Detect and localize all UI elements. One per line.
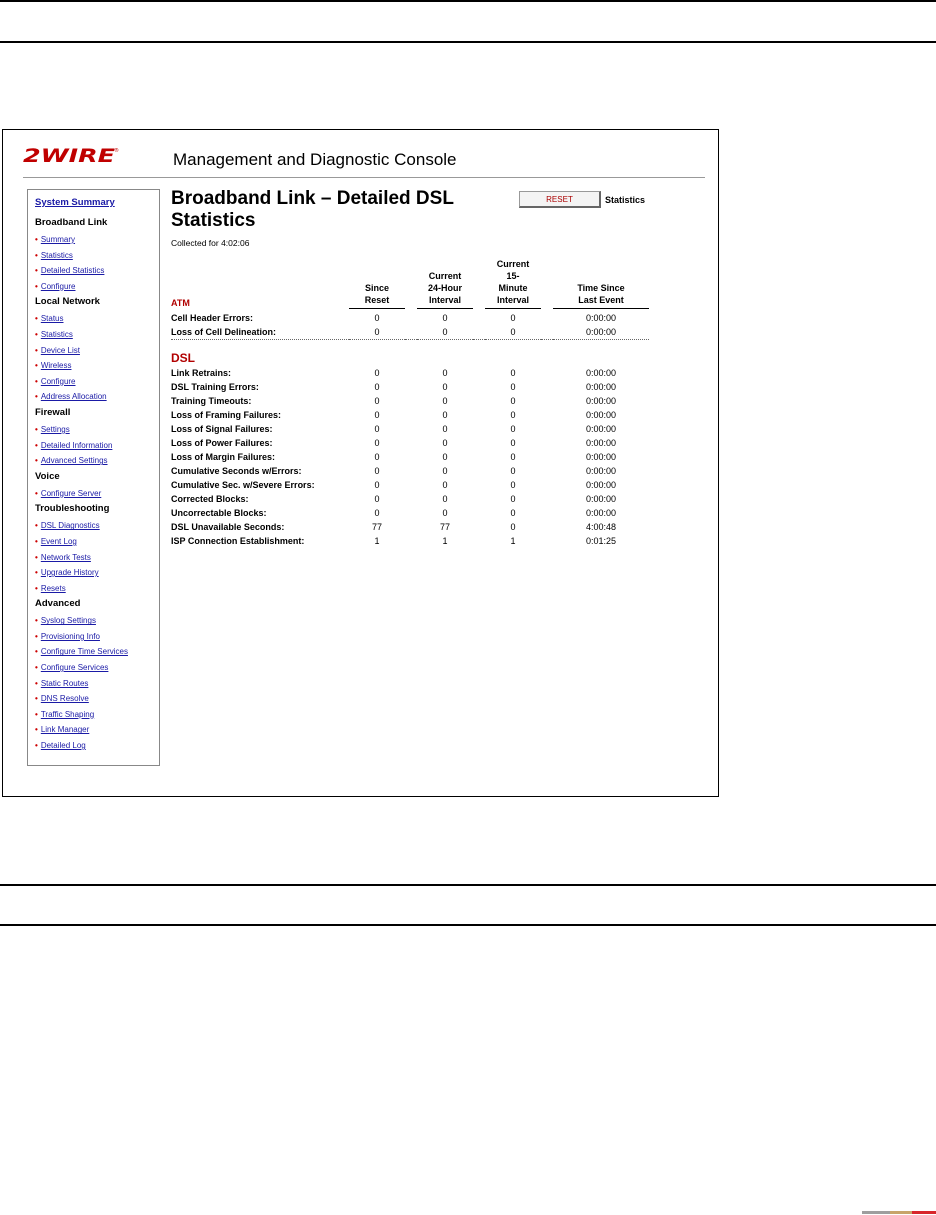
column-header-15-minute	[485, 258, 541, 311]
row-value: 0	[442, 423, 448, 434]
row-value: 0	[442, 409, 448, 420]
sidebar-item	[35, 738, 159, 754]
row-label: Loss of Power Failures:	[171, 437, 273, 448]
row-label: Cumulative Seconds w/Errors:	[171, 465, 302, 476]
row-label: Cell Header Errors:	[171, 313, 254, 323]
row-value: 0	[442, 313, 448, 323]
sidebar-link[interactable]: Settings	[40, 424, 70, 434]
row-value: 0	[374, 381, 380, 392]
sidebar-link[interactable]: Configure Server	[40, 488, 102, 498]
row-value: 0	[442, 465, 448, 476]
2wire-logo	[23, 146, 120, 164]
sidebar-item	[35, 358, 159, 374]
sidebar-link[interactable]: Detailed Log	[40, 741, 86, 751]
row-label: DSL Training Errors:	[171, 381, 259, 392]
row-value: 0	[374, 367, 380, 378]
row-value: 0:00:00	[585, 327, 617, 337]
bullet-icon: •	[35, 266, 38, 276]
bottom-rule-2	[0, 924, 936, 926]
row-value: 0	[510, 451, 516, 462]
sidebar-link[interactable]: Configure	[40, 281, 76, 291]
bullet-icon: •	[35, 521, 38, 531]
row-value: 0:00:00	[585, 409, 617, 420]
table-row	[171, 436, 649, 450]
sidebar-item	[35, 343, 159, 359]
row-value: 1	[442, 535, 448, 546]
row-value: 4:00:48	[585, 521, 617, 532]
section-heading-dsl: DSL	[171, 350, 195, 365]
section-divider	[171, 340, 649, 350]
row-label: Loss of Cell Delineation:	[171, 327, 277, 337]
row-value: 0	[442, 493, 448, 504]
row-value: 0	[510, 521, 516, 532]
table-row	[171, 478, 649, 492]
column-header-line: Since	[364, 283, 389, 293]
sidebar-item	[35, 232, 159, 248]
row-label: Corrected Blocks:	[171, 493, 249, 504]
row-value: 0	[374, 493, 380, 504]
sidebar-link[interactable]: DNS Resolve	[40, 694, 89, 704]
row-value: 0	[510, 313, 516, 323]
sidebar-item	[35, 374, 159, 390]
bullet-icon: •	[35, 361, 38, 371]
bullet-icon: •	[35, 250, 38, 260]
row-value: 0	[442, 451, 448, 462]
sidebar-heading: Troubleshooting	[35, 503, 110, 515]
reset-statistics	[519, 191, 645, 208]
sidebar-system-summary-link[interactable]: System Summary	[35, 197, 115, 208]
row-value: 0	[442, 381, 448, 392]
table-row	[171, 464, 649, 478]
row-value: 0	[374, 423, 380, 434]
row-value: 1	[510, 535, 516, 546]
row-value: 0	[510, 395, 516, 406]
reset-statistics-label: Statistics	[605, 194, 646, 205]
sidebar-link[interactable]: Address Allocation	[40, 392, 107, 402]
sidebar-item	[35, 422, 159, 438]
row-value: 0	[442, 507, 448, 518]
dsl-statistics-table	[171, 258, 649, 548]
row-value: 0	[374, 479, 380, 490]
sidebar-link[interactable]: Wireless	[40, 361, 72, 371]
table-row	[171, 325, 649, 340]
row-value: 0	[442, 479, 448, 490]
bullet-icon: •	[35, 741, 38, 751]
table-header-row	[171, 258, 649, 311]
dsl-heading-row	[171, 350, 649, 366]
sidebar-link[interactable]: Device List	[40, 345, 80, 355]
sidebar-item	[35, 707, 159, 723]
sidebar-item	[35, 676, 159, 692]
bullet-icon: •	[35, 376, 38, 386]
sidebar-item	[35, 613, 159, 629]
row-value: 0:00:00	[585, 465, 617, 476]
sidebar-item	[35, 660, 159, 676]
bullet-icon: •	[35, 663, 38, 673]
row-value: 0	[442, 437, 448, 448]
bullet-icon: •	[35, 552, 38, 562]
column-header-line: Last Event	[578, 295, 624, 305]
bullet-icon: •	[35, 314, 38, 324]
header-divider	[23, 177, 705, 178]
row-label: Loss of Framing Failures:	[171, 409, 282, 420]
row-value: 77	[371, 521, 382, 532]
row-value: 0	[510, 507, 516, 518]
sidebar-link[interactable]: Status	[40, 314, 64, 324]
sidebar-link[interactable]: Static Routes	[40, 678, 89, 688]
sidebar-link[interactable]: Detailed Statistics	[40, 266, 105, 276]
row-label: Uncorrectable Blocks:	[171, 507, 267, 518]
bullet-icon: •	[35, 456, 38, 466]
row-value: 0	[442, 395, 448, 406]
column-header-since-reset	[349, 258, 405, 311]
bottom-rule-1	[0, 884, 936, 886]
page-title: Broadband Link – Detailed DSL Statistics	[171, 188, 454, 231]
table-row	[171, 366, 649, 380]
row-value: 0:00:00	[585, 423, 617, 434]
sidebar-link[interactable]: Configure Services	[40, 663, 109, 673]
row-value: 0	[374, 313, 380, 323]
row-value: 0:00:00	[585, 395, 617, 406]
sidebar-link[interactable]: Syslog Settings	[40, 616, 96, 626]
row-value: 0	[510, 367, 516, 378]
console-title: Management and Diagnostic Console	[173, 150, 457, 169]
bullet-icon: •	[35, 709, 38, 719]
sidebar-link[interactable]: Advanced Settings	[40, 456, 108, 466]
bullet-icon: •	[35, 583, 38, 593]
top-rule-2	[0, 41, 936, 43]
sidebar-group	[35, 598, 159, 753]
row-value: 0	[374, 395, 380, 406]
svg-text:®: ®	[114, 148, 119, 154]
table-row	[171, 492, 649, 506]
row-value: 0:00:00	[585, 437, 617, 448]
bullet-icon: •	[35, 631, 38, 641]
column-header-line: Interval	[428, 295, 461, 305]
row-value: 0:00:00	[585, 507, 617, 518]
sidebar-item	[35, 518, 159, 534]
bullet-icon: •	[35, 424, 38, 434]
bullet-icon: •	[35, 647, 38, 657]
sidebar-heading: Broadband Link	[35, 217, 108, 228]
bullet-icon: •	[35, 329, 38, 339]
sidebar-link[interactable]: Link Manager	[40, 725, 90, 735]
sidebar-link[interactable]: Statistics	[40, 250, 73, 260]
row-value: 0	[510, 327, 516, 337]
sidebar-item	[35, 438, 159, 454]
row-value: 0	[374, 507, 380, 518]
bullet-icon: •	[35, 345, 38, 355]
column-header-line: Reset	[364, 295, 390, 305]
sidebar-item	[35, 644, 159, 660]
row-value: 0:00:00	[585, 367, 617, 378]
console-screenshot	[2, 129, 719, 797]
row-value: 0	[374, 327, 380, 337]
column-header-line: 24-Hour	[427, 283, 462, 293]
sidebar-link[interactable]: Detailed Information	[40, 440, 113, 450]
sidebar-link[interactable]: Event Log	[40, 536, 77, 546]
bullet-icon: •	[35, 440, 38, 450]
row-value: 0	[374, 409, 380, 420]
column-header-line: Current	[428, 271, 462, 281]
sidebar-link[interactable]: Resets	[40, 583, 66, 593]
section-heading-atm: ATM	[171, 298, 190, 308]
sidebar-group	[35, 296, 159, 405]
row-value: 0:00:00	[585, 479, 617, 490]
sidebar-item	[35, 279, 159, 295]
sidebar-link[interactable]: Summary	[40, 235, 76, 244]
row-value: 1	[374, 535, 380, 546]
table-row	[171, 506, 649, 520]
row-label: Loss of Signal Failures:	[171, 423, 273, 434]
sidebar-item	[35, 453, 159, 469]
sidebar-link[interactable]: Upgrade History	[40, 568, 99, 578]
row-value: 0:01:25	[585, 535, 617, 546]
table-row	[171, 408, 649, 422]
sidebar-heading: Firewall	[35, 406, 71, 418]
sidebar-link[interactable]: DSL Diagnostics	[40, 521, 100, 531]
row-value: 0	[374, 437, 380, 448]
row-value: 0	[374, 451, 380, 462]
bullet-icon: •	[35, 694, 38, 704]
sidebar-item	[35, 327, 159, 343]
footer-color-bar	[862, 1211, 936, 1214]
bullet-icon: •	[35, 488, 38, 498]
sidebar-heading: Voice	[35, 470, 60, 482]
sidebar-heading: Advanced	[35, 598, 81, 610]
row-value: 0:00:00	[585, 451, 617, 462]
sidebar-item	[35, 534, 159, 550]
sidebar-group	[35, 217, 159, 294]
sidebar-item	[35, 629, 159, 645]
row-value: 0:00:00	[585, 493, 617, 504]
row-label: Cumulative Sec. w/Severe Errors:	[171, 479, 315, 490]
main-content	[171, 188, 651, 546]
sidebar-item	[35, 691, 159, 707]
column-header-line: 15-	[506, 271, 520, 281]
table-row	[171, 520, 649, 534]
bullet-icon: •	[35, 678, 38, 688]
sidebar-link[interactable]: Configure Time Services	[40, 647, 128, 657]
row-value: 0	[510, 409, 516, 420]
row-value: 0	[442, 327, 448, 337]
row-label: Loss of Margin Failures:	[171, 451, 276, 462]
sidebar-item	[35, 722, 159, 738]
sidebar-link[interactable]: Statistics	[40, 329, 73, 339]
sidebar-item	[35, 248, 159, 264]
row-value: 0	[442, 367, 448, 378]
table-row	[171, 394, 649, 408]
row-value: 0:00:00	[585, 313, 617, 323]
row-label: Link Retrains:	[171, 367, 232, 378]
sidebar-group	[35, 471, 159, 502]
bullet-icon: •	[35, 725, 38, 735]
sidebar-group	[35, 503, 159, 596]
sidebar-link[interactable]: Network Tests	[40, 552, 91, 562]
sidebar-item	[35, 263, 159, 279]
sidebar-item	[35, 311, 159, 327]
row-value: 0	[510, 437, 516, 448]
row-value: 0	[510, 493, 516, 504]
row-value: 0	[510, 423, 516, 434]
column-header-line: Current	[496, 259, 530, 269]
collected-time: Collected for 4:02:06	[171, 238, 250, 248]
table-row	[171, 534, 649, 548]
bullet-icon: •	[35, 392, 38, 402]
table-row	[171, 422, 649, 436]
row-value: 0	[510, 465, 516, 476]
row-label: DSL Unavailable Seconds:	[171, 521, 285, 532]
table-row	[171, 311, 649, 325]
sidebar-link[interactable]: Provisioning Info	[40, 631, 100, 641]
sidebar-heading: Local Network	[35, 296, 100, 308]
column-header-24-hour	[417, 258, 473, 311]
row-value: 0	[510, 381, 516, 392]
table-row	[171, 450, 649, 464]
column-header-line: Time Since	[577, 283, 625, 293]
bullet-icon: •	[35, 616, 38, 626]
sidebar-item	[35, 565, 159, 581]
sidebar-nav	[27, 189, 160, 766]
row-label: ISP Connection Establishment:	[171, 535, 305, 546]
sidebar-item	[35, 389, 159, 405]
sidebar-item	[35, 581, 159, 597]
column-header-time-since-last-event	[553, 258, 649, 311]
row-label: Training Timeouts:	[171, 395, 252, 406]
logo-text: 2WIRE	[23, 146, 116, 164]
reset-button[interactable]: RESET	[519, 191, 601, 208]
sidebar-link[interactable]: Configure	[40, 376, 76, 386]
bullet-icon: •	[35, 568, 38, 578]
sidebar-item	[35, 486, 159, 502]
column-header-line: Interval	[496, 295, 529, 305]
bullet-icon: •	[35, 536, 38, 546]
column-header-line: Minute	[498, 283, 528, 293]
top-rule-1	[0, 0, 936, 2]
sidebar-link[interactable]: Traffic Shaping	[40, 709, 95, 719]
sidebar-group	[35, 407, 159, 469]
bullet-icon: •	[35, 235, 38, 244]
row-value: 0	[374, 465, 380, 476]
row-value: 0:00:00	[585, 381, 617, 392]
table-row	[171, 380, 649, 394]
bullet-icon: •	[35, 281, 38, 291]
row-value: 77	[439, 521, 450, 532]
row-value: 0	[510, 479, 516, 490]
sidebar-item	[35, 550, 159, 566]
